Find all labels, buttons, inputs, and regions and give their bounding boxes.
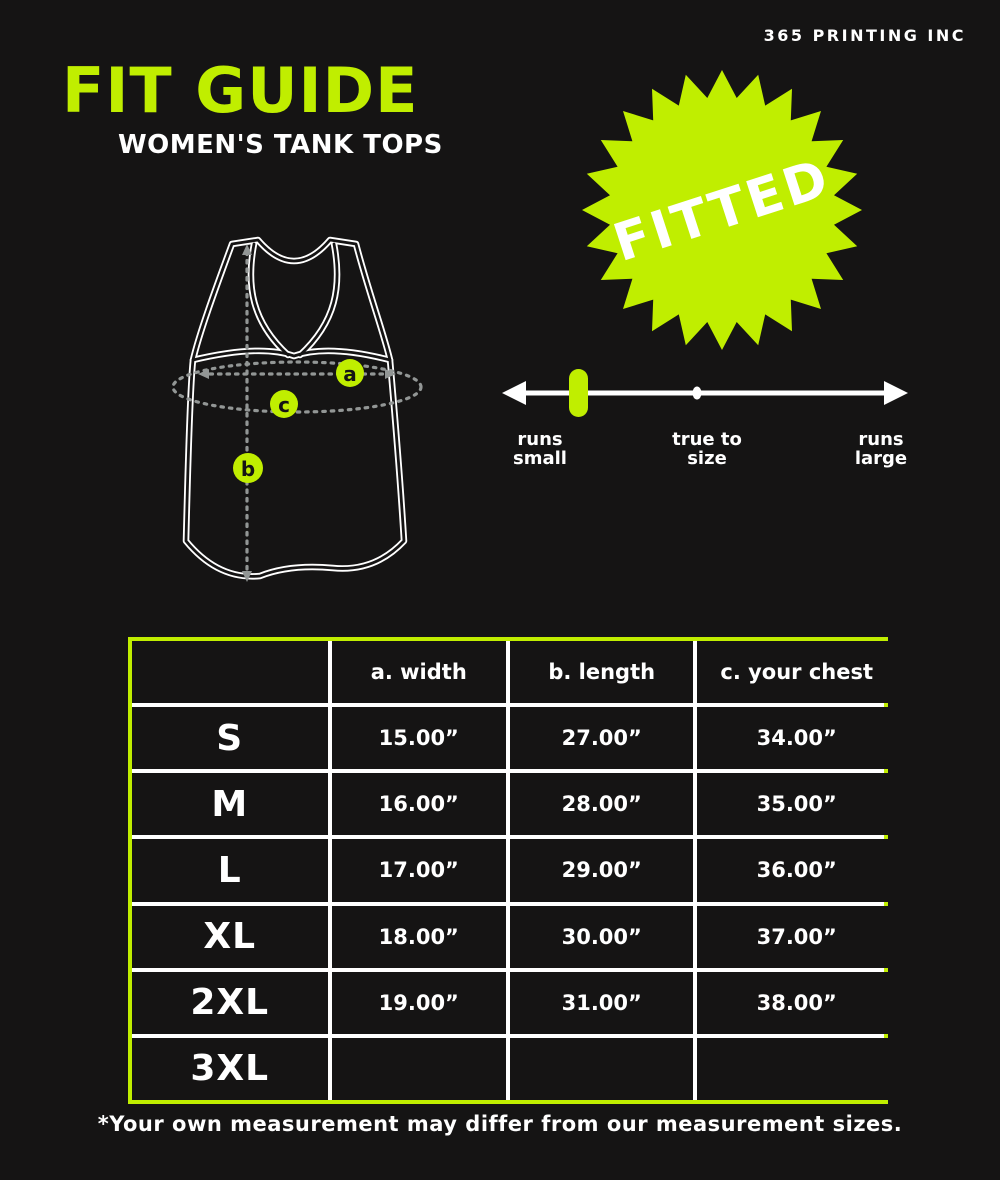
row-m-size: M — [132, 773, 328, 835]
row-3xl-chest — [697, 1038, 896, 1100]
scale-arrow-left — [502, 381, 526, 405]
marker-b — [233, 453, 263, 483]
measurement-disclaimer: *Your own measurement may differ from our measurement sizes. — [97, 1112, 903, 1136]
fitted-badge-label: FITTED — [606, 147, 838, 275]
row-xl-width: 18.00” — [332, 906, 506, 968]
header-cell-chest: c. your chest — [697, 641, 896, 703]
marker-c — [270, 390, 298, 418]
marker-a — [336, 359, 364, 387]
row-s-length: 27.00” — [510, 707, 693, 769]
page-subtitle: WOMEN'S TANK TOPS — [118, 130, 443, 160]
header-cell-width: a. width — [332, 641, 506, 703]
row-xl-length: 30.00” — [510, 906, 693, 968]
row-xl-chest: 37.00” — [697, 906, 896, 968]
row-s-size: S — [132, 707, 328, 769]
page-title: FIT GUIDE — [62, 54, 419, 127]
header-cell-length: b. length — [510, 641, 693, 703]
size-chart-table — [128, 637, 888, 1104]
row-l-width: 17.00” — [332, 839, 506, 901]
scale-label-true-to-size: true to size — [672, 429, 742, 469]
row-2xl-length: 31.00” — [510, 972, 693, 1034]
row-l-length: 29.00” — [510, 839, 693, 901]
header-cell-empty — [132, 641, 328, 703]
true-to-size-dot — [693, 387, 702, 400]
fit-position-marker — [569, 369, 588, 417]
width-measure-line — [198, 369, 396, 379]
row-xl-size: XL — [132, 906, 328, 968]
row-3xl-size: 3XL — [132, 1038, 328, 1100]
marker-c-letter: c — [278, 393, 290, 417]
scale-label-runs-large: runs large — [854, 429, 908, 469]
row-m-length: 28.00” — [510, 773, 693, 835]
row-s-width: 15.00” — [332, 707, 506, 769]
title-block — [62, 54, 443, 160]
row-2xl-size: 2XL — [132, 972, 328, 1034]
row-2xl-chest: 38.00” — [697, 972, 896, 1034]
fit-scale — [500, 358, 910, 428]
row-m-width: 16.00” — [332, 773, 506, 835]
fitted-badge — [572, 60, 872, 360]
scale-arrow-right — [884, 381, 908, 405]
row-3xl-width — [332, 1038, 506, 1100]
tank-top-diagram — [140, 228, 460, 603]
marker-a-letter: a — [343, 362, 357, 386]
row-2xl-width: 19.00” — [332, 972, 506, 1034]
row-l-size: L — [132, 839, 328, 901]
row-m-chest: 35.00” — [697, 773, 896, 835]
scale-label-runs-small: runs small — [513, 429, 567, 469]
row-3xl-length — [510, 1038, 693, 1100]
row-s-chest: 34.00” — [697, 707, 896, 769]
brand-name: 365 PRINTING INC — [763, 26, 966, 45]
marker-b-letter: b — [240, 457, 256, 481]
row-l-chest: 36.00” — [697, 839, 896, 901]
